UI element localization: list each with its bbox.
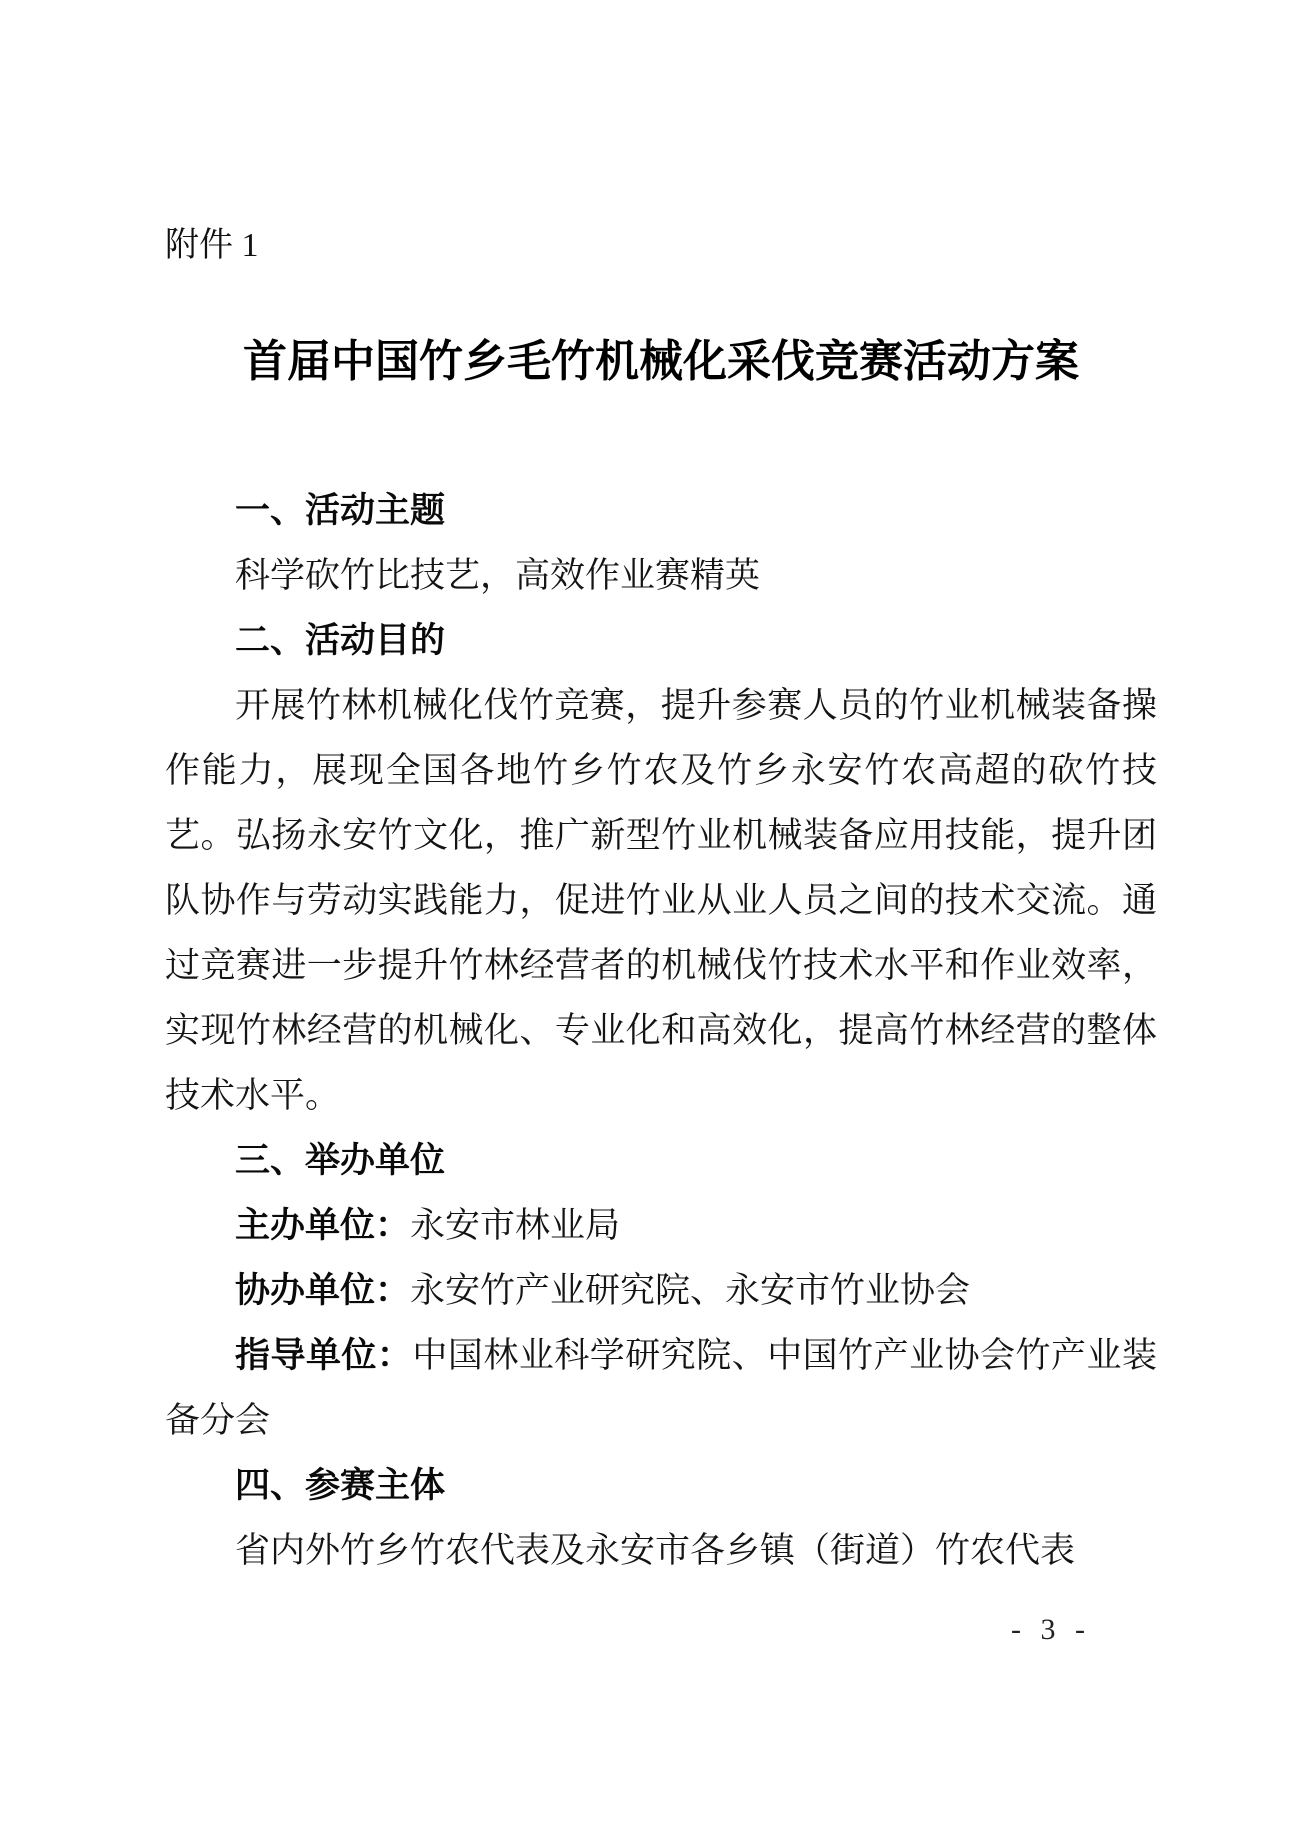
organizer-line-advisor <box>165 1323 1157 1453</box>
document-body <box>165 478 1157 1583</box>
document-title: 首届中国竹乡毛竹机械化采伐竞赛活动方案 <box>243 337 1079 386</box>
organizer-label-host: 主办单位： <box>235 1206 411 1245</box>
organizer-line-co-organizer <box>165 1258 1157 1323</box>
organizer-line-host <box>165 1193 1157 1258</box>
organizer-value-host: 永安市林业局 <box>410 1206 621 1245</box>
paragraph-activity-purpose: 开展竹林机械化伐竹竞赛，提升参赛人员的竹业机械装备操作能力，展现全国各地竹乡竹农及竹乡永安竹农高超的砍竹技艺。弘扬永安竹文化，推广新型竹业机械装备应用技能，提升团队协作与劳动实践能力，促进竹业从业人员之间的技术交流。通过竞赛进一步提升竹林经营者的机械伐竹技术水平和作业效率，实现竹林经营的机械化、专业化和高效化，提高竹林经营的整体技术水平。 <box>165 686 1157 1115</box>
paragraph-participants: 省内外竹乡竹农代表及永安市各乡镇（街道）竹农代表 <box>235 1531 1076 1570</box>
organizer-label-co-organizer: 协办单位： <box>235 1271 411 1310</box>
section-heading-organizers: 三、举办单位 <box>235 1141 446 1180</box>
organizer-value-advisor: 中国林业科学研究院、中国竹产业协会竹产业装备分会 <box>165 1336 1157 1440</box>
section-heading-participants: 四、参赛主体 <box>235 1466 446 1505</box>
attachment-label: 附件 1 <box>165 227 259 264</box>
paragraph-activity-theme: 科学砍竹比技艺，高效作业赛精英 <box>235 556 761 595</box>
page-number: - 3 - <box>1011 1613 1091 1646</box>
section-heading-activity-theme: 一、活动主题 <box>235 491 446 530</box>
organizer-value-co-organizer: 永安竹产业研究院、永安市竹业协会 <box>410 1271 971 1310</box>
section-heading-activity-purpose: 二、活动目的 <box>235 621 446 660</box>
organizer-label-advisor: 指导单位： <box>235 1336 413 1375</box>
